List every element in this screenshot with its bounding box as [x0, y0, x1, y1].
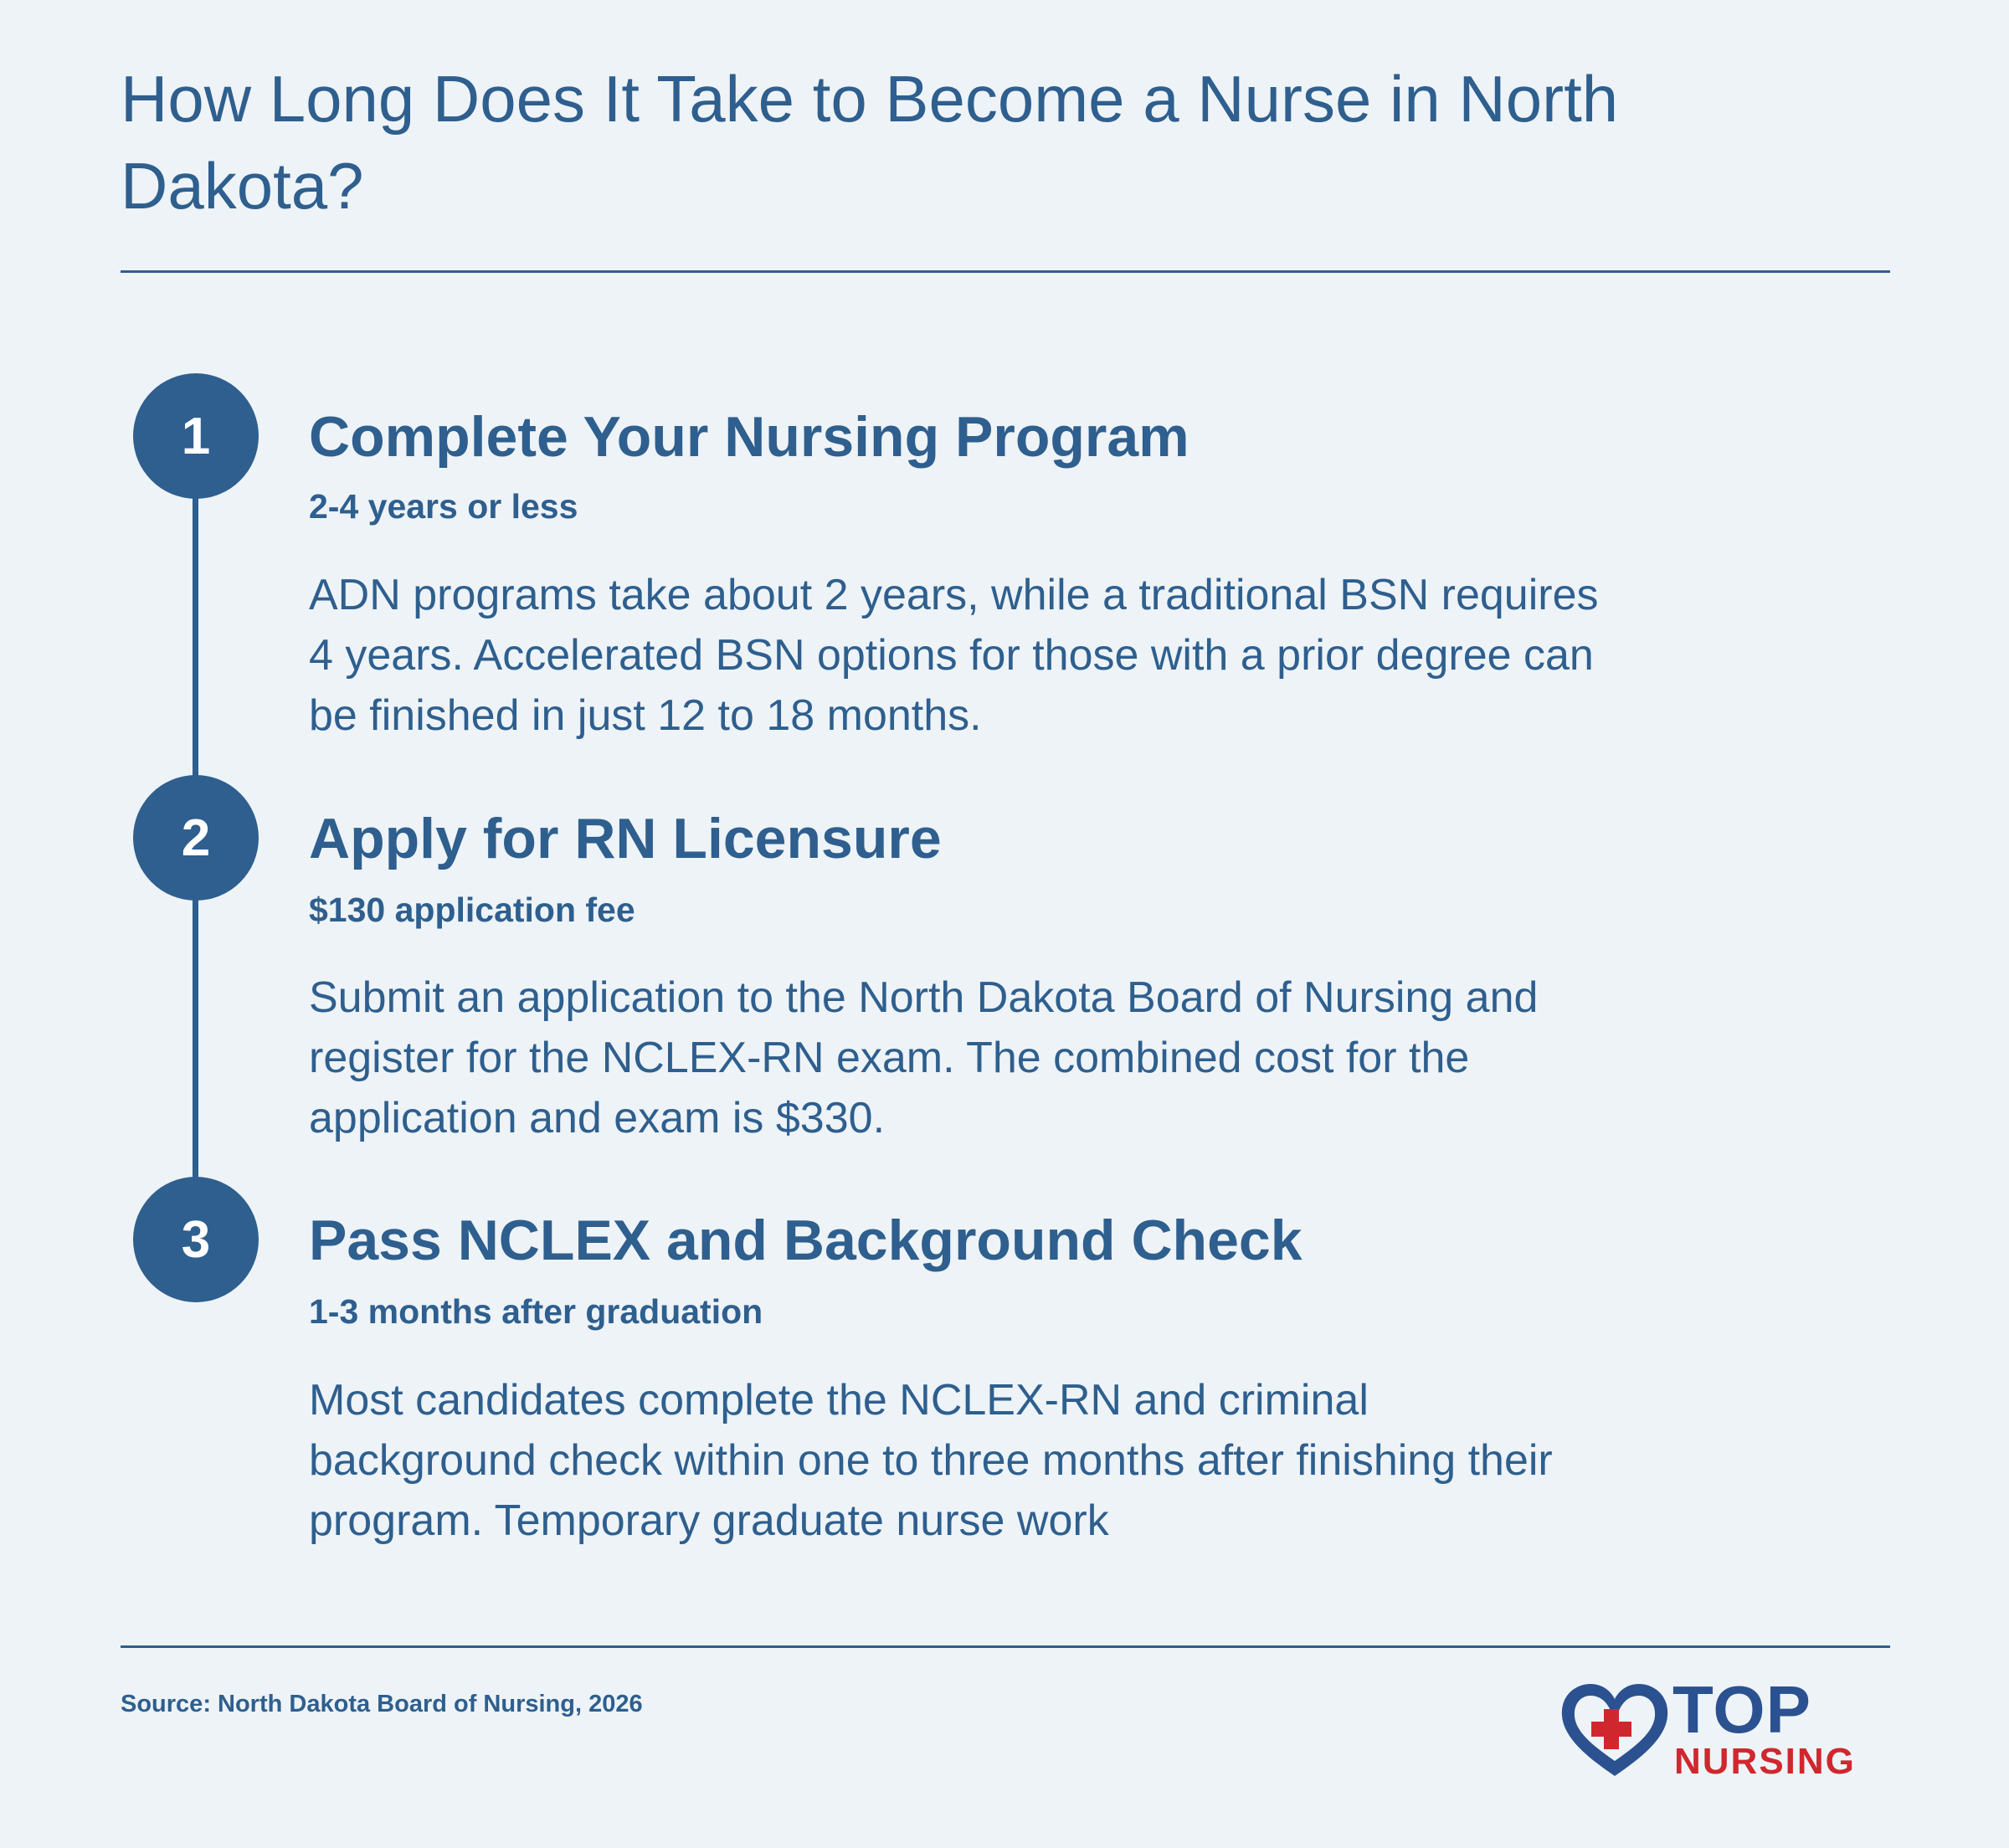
step-1-badge: 1: [133, 373, 259, 499]
step-2-badge: 2: [133, 775, 259, 901]
logo-text-bottom: NURSING: [1674, 1741, 1856, 1782]
step-2-subheading: $130 application fee: [309, 891, 635, 929]
source-note: Source: North Dakota Board of Nursing, 2026: [121, 1691, 643, 1717]
step-3-heading: Pass NCLEX and Background Check: [309, 1209, 1303, 1272]
step-2-heading: Apply for RN Licensure: [309, 807, 942, 870]
step-3-body: Most candidates complete the NCLEX-RN and criminal background check within one to three months after finishing their program. Temporary graduate nurse work: [309, 1376, 1553, 1545]
bottom-divider: [121, 1645, 1890, 1648]
step-1-body: ADN programs take about 2 years, while a traditional BSN requires 4 years. Accelerated BSN options for those with a prior degree can be finished in just 12 to 18 months.: [309, 571, 1599, 740]
step-1-subheading: 2-4 years or less: [309, 487, 578, 526]
step-2-body: Submit an application to the North Dakota Board of Nursing and register for the NCLEX-RN exam. The combined cost for the application and exam is $330.: [309, 973, 1539, 1142]
heart-cross-icon: [1562, 1684, 1667, 1776]
top-divider: [121, 270, 1890, 273]
page-title: How Long Does It Take to Become a Nurse in North Dakota?: [121, 62, 1619, 223]
step-1-heading: Complete Your Nursing Program: [309, 405, 1189, 469]
logo-text-top: TOP: [1672, 1672, 1812, 1747]
step-3-badge: 3: [133, 1177, 259, 1302]
step-3-subheading: 1-3 months after graduation: [309, 1292, 763, 1331]
